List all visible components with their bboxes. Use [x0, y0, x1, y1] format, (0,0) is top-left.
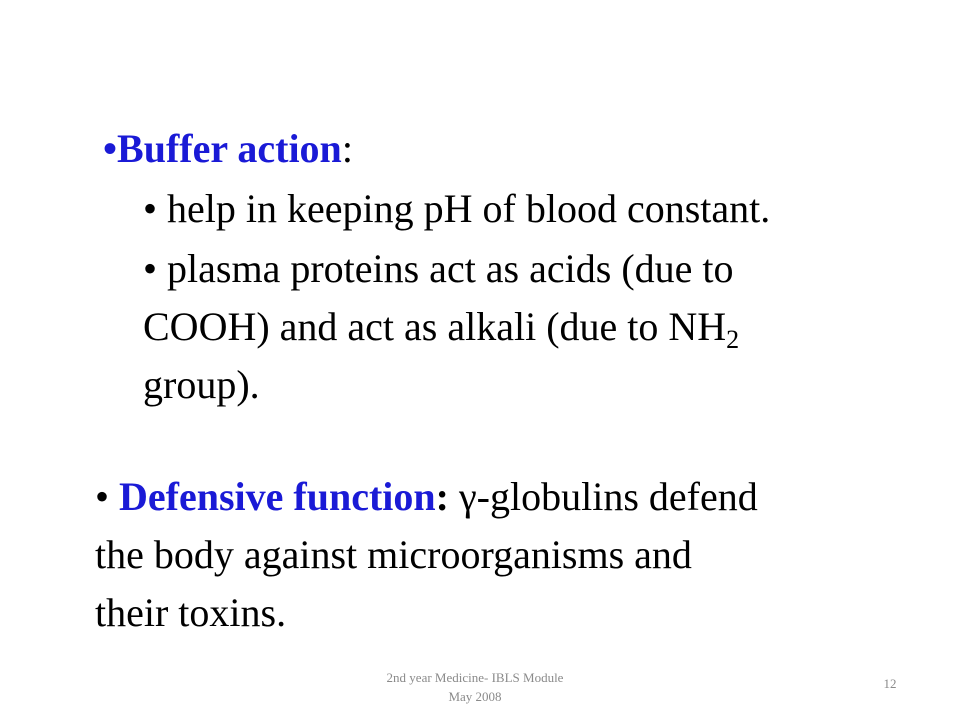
nh2-subscript: 2: [726, 325, 740, 354]
buffer-item-2-line-3-text: group).: [143, 362, 260, 407]
defensive-function-line-3: [95, 590, 286, 636]
buffer-item-2-line-1: [143, 246, 734, 292]
buffer-item-2-line-3: [143, 362, 260, 408]
defensive-function-heading: Defensive function: [119, 474, 436, 519]
defensive-function-text-2: the body against microorganisms and: [95, 532, 692, 577]
page-number: 12: [883, 676, 897, 691]
buffer-action-bullet: •: [103, 126, 118, 171]
defensive-function-text-1: γ-globulins defend: [448, 474, 758, 519]
buffer-item-2-text: plasma proteins act as acids (due to: [157, 246, 734, 291]
buffer-item-2-line-2: [143, 304, 740, 354]
defensive-function-line-1: [95, 474, 758, 520]
buffer-item-1-bullet: •: [143, 186, 158, 231]
defensive-function-colon: :: [435, 474, 449, 519]
buffer-item-2-bullet: •: [143, 246, 158, 291]
defensive-function-line-2: [95, 532, 692, 578]
buffer-item-1-text: help in keeping pH of blood constant.: [157, 186, 771, 231]
buffer-action-colon: :: [341, 126, 353, 171]
buffer-action-heading-line: [103, 126, 353, 172]
defensive-bullet: •: [95, 474, 120, 519]
buffer-item-2-line-2-text: COOH) and act as alkali (due to NH: [143, 304, 727, 349]
footer-course-label: 2nd year Medicine- IBLS Module: [386, 670, 564, 685]
slide-footer: [340, 668, 610, 706]
buffer-item-1: [143, 186, 770, 232]
defensive-function-text-3: their toxins.: [95, 590, 287, 635]
footer-date: May 2008: [448, 689, 502, 704]
buffer-action-heading: Buffer action: [117, 126, 342, 171]
